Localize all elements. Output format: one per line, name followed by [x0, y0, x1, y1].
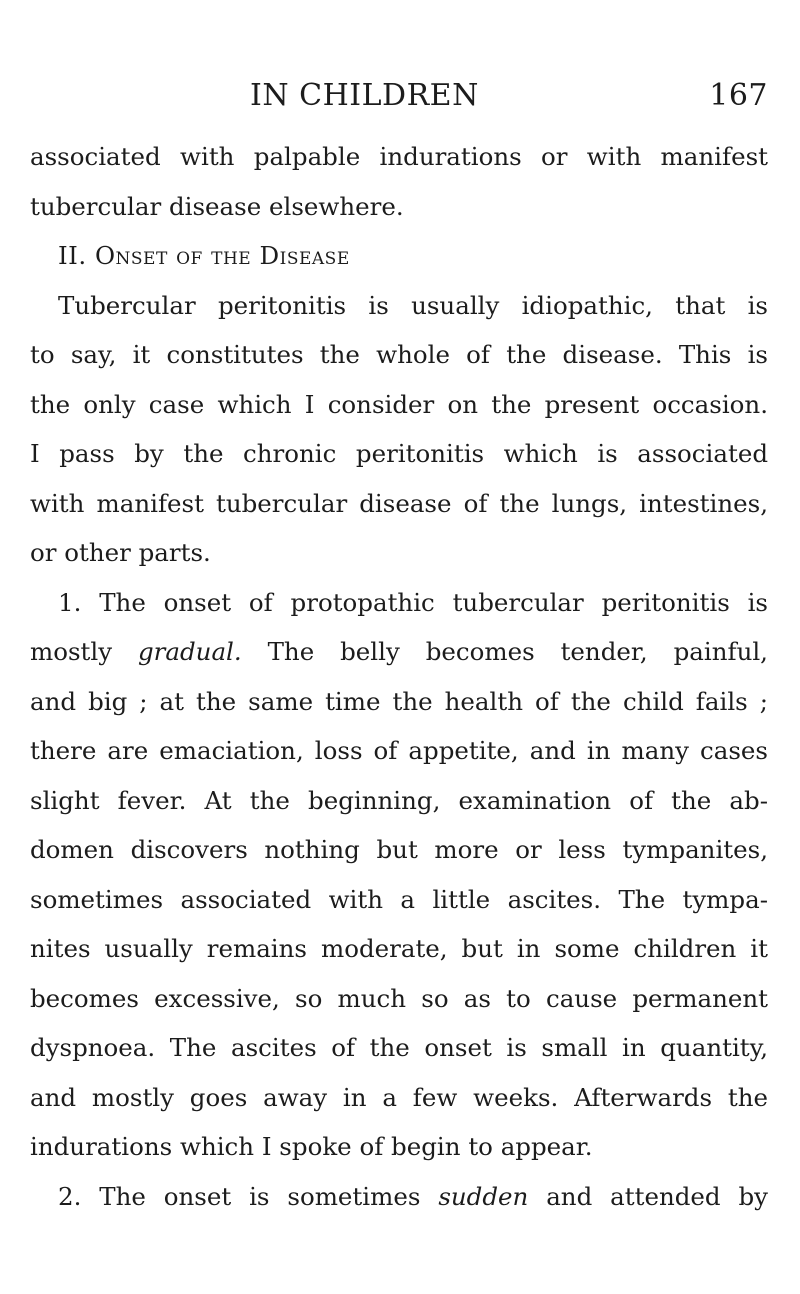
text-line: associated with palpable indurations or with manifest [30, 142, 768, 171]
text-run: The belly becomes tender, painful, [267, 637, 768, 666]
text-line: or other parts. [30, 538, 211, 567]
running-head [30, 78, 768, 118]
emphasis-sudden: sudden [438, 1181, 529, 1211]
text-line-sudden [30, 1172, 768, 1222]
section-title: Onset of the Disease [94, 241, 350, 270]
text-run: and attended by [546, 1181, 768, 1211]
text-line: there are emaciation, loss of appetite, and in many cases [30, 736, 768, 765]
text-line: with manifest tubercular disease of the lungs, intestines, [30, 488, 768, 518]
text-line: becomes excessive, so much so as to cause permanent [30, 983, 768, 1013]
text-line: Tubercular peritonitis is usually idiopathic, that is [58, 290, 768, 320]
text-line: and big ; at the same time the health of the child fails ; [30, 686, 768, 716]
text-line: nites usually remains moderate, but in some children it [30, 934, 768, 963]
text-line: 1. The onset of protopathic tubercular peritonitis is [58, 587, 768, 617]
text-line: domen discovers nothing but more or less tympanites, [30, 835, 768, 864]
section-numeral: II. [58, 241, 87, 270]
text-run: mostly [30, 637, 113, 666]
text-line-gradual [30, 627, 768, 677]
text-line: the only case which I consider on the present occasion. [30, 389, 768, 419]
text-line: indurations which I spoke of begin to appear. [30, 1132, 593, 1161]
section-heading [30, 231, 768, 281]
text-line: dyspnoea. The ascites of the onset is small in quantity, [30, 1033, 768, 1062]
text-line: tubercular disease elsewhere. [30, 191, 404, 221]
emphasis-gradual: gradual. [137, 637, 242, 666]
text-line: sometimes associated with a little ascites. The tympa- [30, 884, 768, 914]
text-run: 2. The onset is sometimes [58, 1181, 421, 1211]
text-line: to say, it constitutes the whole of the disease. This is [30, 340, 768, 369]
running-title: IN CHILDREN [250, 78, 479, 113]
page-number: 167 [709, 78, 768, 113]
text-line: I pass by the chronic peritonitis which is associated [30, 439, 768, 468]
text-line: and mostly goes away in a few weeks. Afterwards the [30, 1082, 768, 1112]
body-text [30, 132, 768, 1221]
text-line: slight fever. At the beginning, examination of the ab- [30, 785, 768, 815]
